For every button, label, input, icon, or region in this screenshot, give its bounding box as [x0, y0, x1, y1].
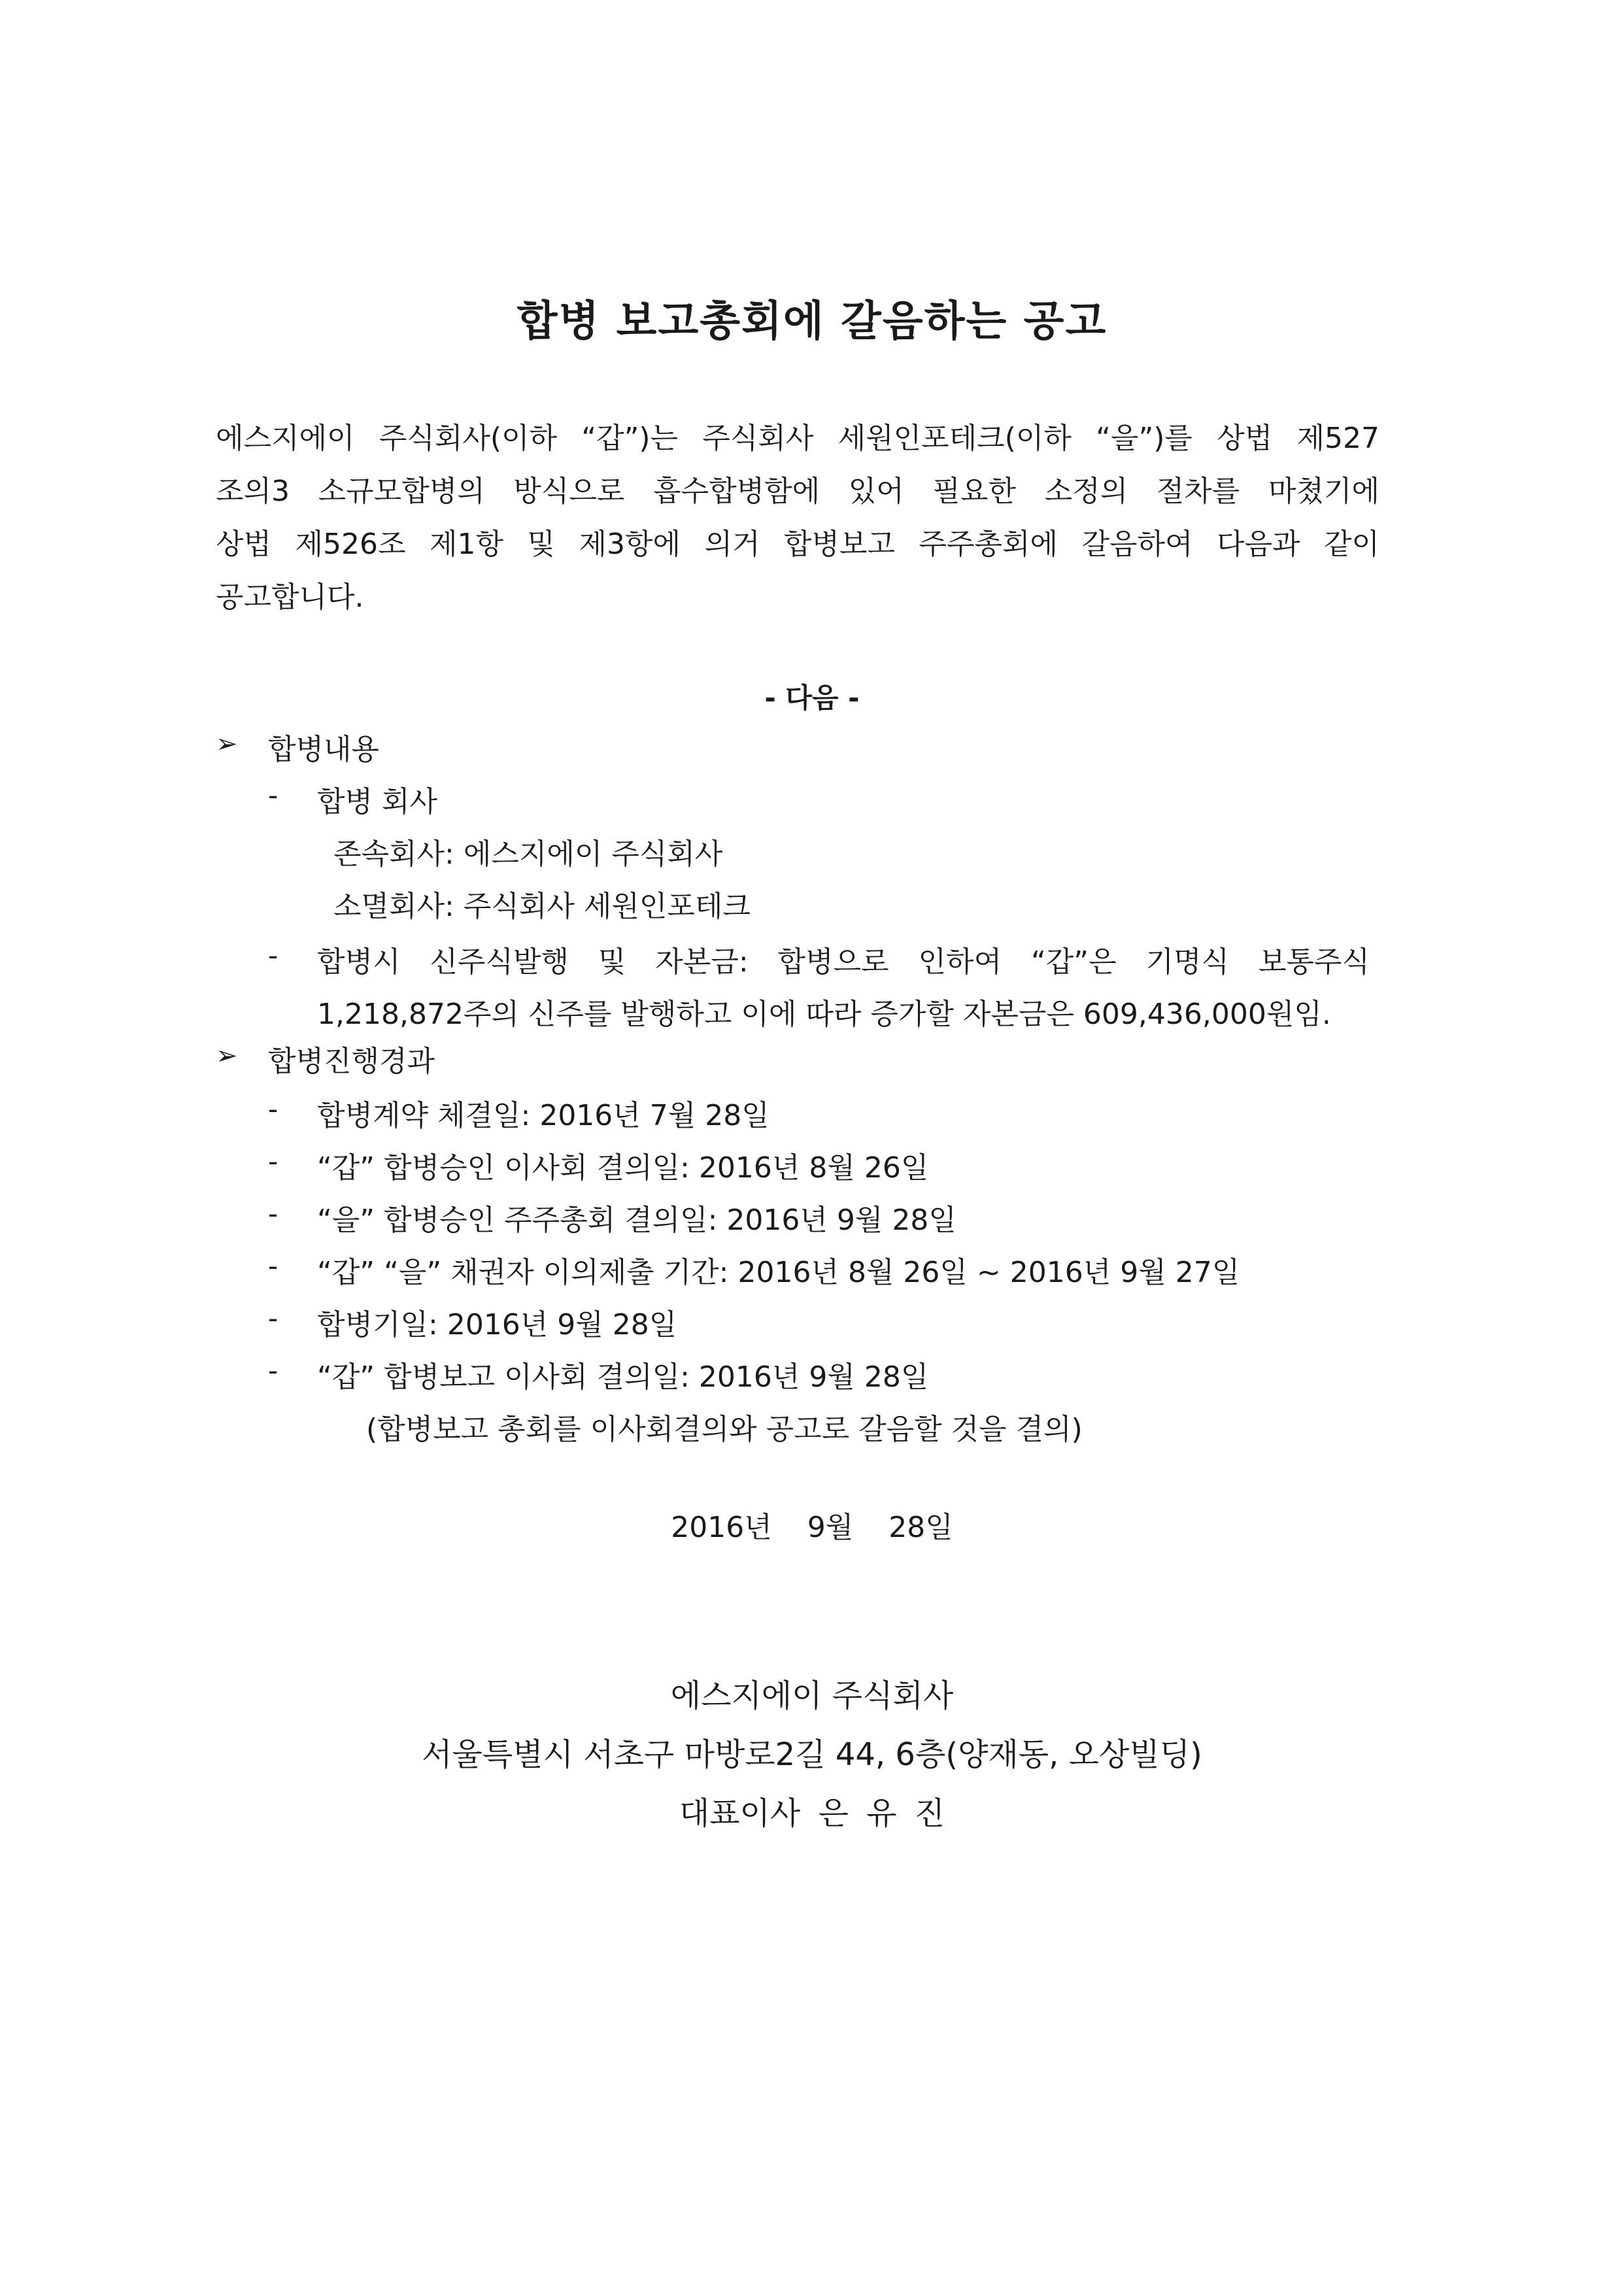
ceo-name: 대표이사 은 유 진: [679, 1795, 945, 1832]
progress-item: 합병계약 체결일: 2016년 7월 28일: [317, 1099, 770, 1132]
next-heading: - 다음 -: [764, 682, 860, 714]
progress-item: “갑” 합병보고 이사회 결의일: 2016년 9월 28일: [317, 1360, 929, 1394]
dash-bullet: -: [268, 1198, 279, 1230]
dash-bullet: -: [268, 939, 279, 971]
merger-companies-label: 합병 회사: [317, 785, 438, 818]
dash-bullet: -: [268, 1355, 279, 1387]
new-shares-line-2: 1,218,872주의 신주를 발행하고 이에 따라 증가할 자본금은 609,436,000원임.: [317, 998, 1331, 1031]
dash-bullet: -: [268, 1250, 279, 1282]
intro-line: 조의3 소규모합병의 방식으로 흡수합병함에 있어 필요한 소정의 절차를 마쳤기에: [216, 475, 1379, 508]
progress-item: “을” 합병승인 주주총회 결의일: 2016년 9월 28일: [317, 1204, 956, 1237]
section-heading-merger-progress: 합병진행경과: [268, 1045, 435, 1078]
arrow-bullet-icon: ➢: [216, 729, 238, 759]
company-name: 에스지에이 주식회사: [670, 1678, 954, 1714]
section-heading-merger-content: 합병내용: [268, 733, 380, 766]
document-title: 합병 보고총회에 갈음하는 공고: [516, 297, 1108, 346]
progress-item: 합병기일: 2016년 9월 28일: [317, 1308, 677, 1341]
progress-item: “갑” “을” 채권자 이의제출 기간: 2016년 8월 26일 ~ 2016년 9월 27일: [317, 1256, 1240, 1289]
new-shares-line-1: 합병시 신주식발행 및 자본금: 합병으로 인하여 “갑”은 기명식 보통주식: [317, 945, 1370, 979]
dissolved-company: 소멸회사: 주식회사 세원인포테크: [333, 890, 751, 923]
resolution-note: (합병보고 총회를 이사회결의와 공고로 갈음할 것을 결의): [366, 1413, 1083, 1446]
company-address: 서울특별시 서초구 마방로2길 44, 6층(양재동, 오상빌딩): [422, 1736, 1202, 1773]
intro-line: 에스지에이 주식회사(이하 “갑”)는 주식회사 세원인포테크(이하 “을”)를 상법 제527: [216, 422, 1379, 455]
dash-bullet: -: [268, 1145, 279, 1177]
document-date: 2016년 9월 28일: [671, 1511, 953, 1544]
progress-item: “갑” 합병승인 이사회 결의일: 2016년 8월 26일: [317, 1151, 929, 1185]
intro-line: 상법 제526조 제1항 및 제3항에 의거 합병보고 주주총회에 갈음하여 다음과 같이: [216, 528, 1379, 561]
dash-bullet: -: [268, 1302, 279, 1334]
intro-paragraph: [216, 412, 1379, 624]
arrow-bullet-icon: ➢: [216, 1041, 238, 1071]
intro-line: 공고합니다.: [216, 581, 364, 614]
dash-bullet: -: [268, 1093, 279, 1125]
dash-bullet: -: [268, 779, 279, 811]
surviving-company: 존속회사: 에스지에이 주식회사: [333, 837, 723, 871]
